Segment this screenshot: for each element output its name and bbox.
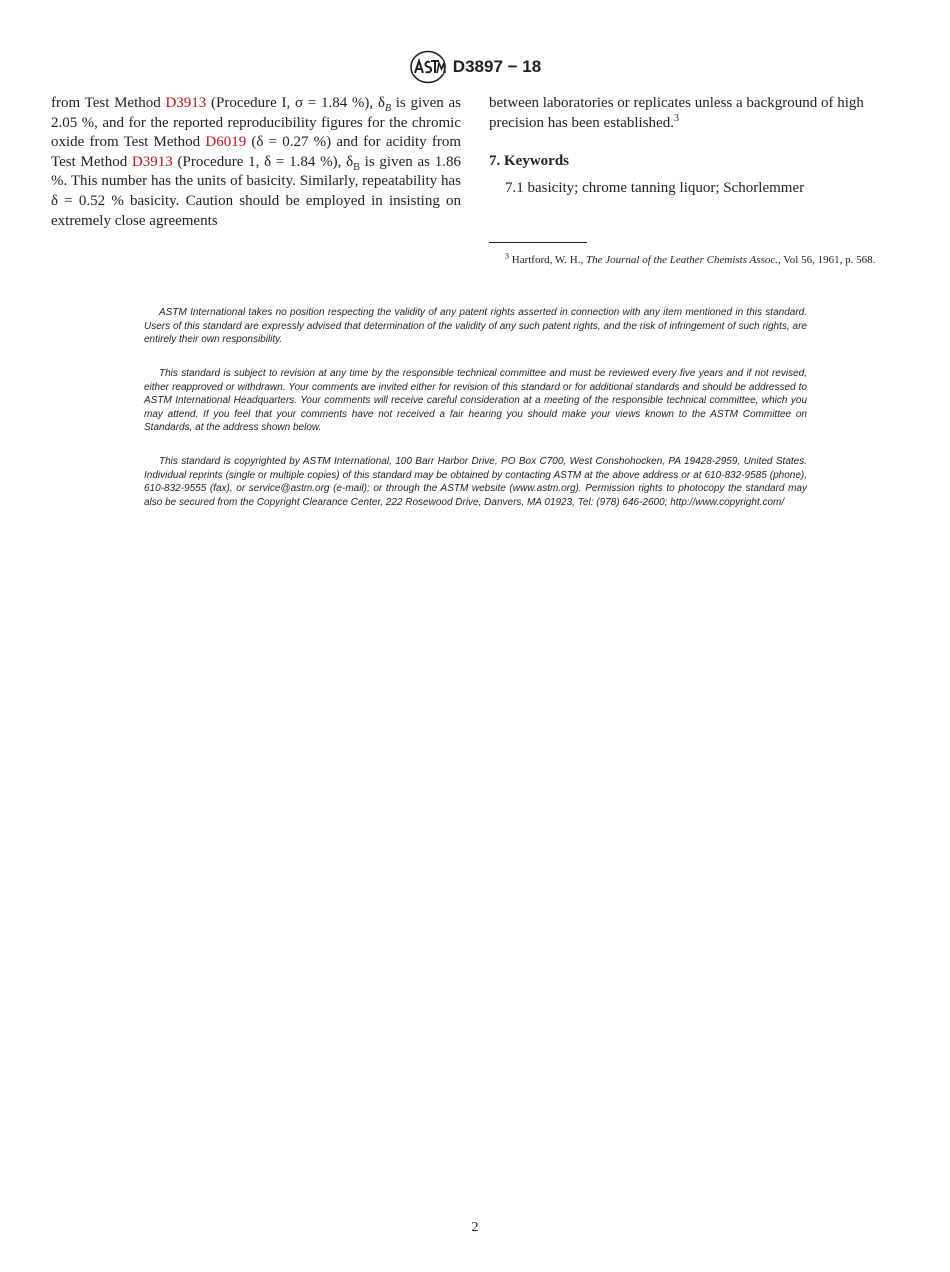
page-header	[0, 50, 950, 84]
precision-paragraph: from Test Method D3913 (Procedure I, σ = 1.84 %), $\delta_B$ is given as 2.05 %, and for the reported reproducibility figures for the chromic oxide from Test Method D6019 (δ = 0.27 %) and for acidity from Test Method D3913 (Procedure 1, δ = 1.84 %), $\delta_B$ is given as 1.86 %. This number has the units of basicity. Similarly, repeatability has δ = 0.52 % basicity. Caution should be employed in insisting on extremely close agreements	[51, 95, 462, 229]
left-column	[51, 94, 461, 231]
page-number: 2	[471, 1220, 479, 1235]
footnote-reference: 3	[673, 112, 679, 124]
link-d3913[interactable]: D3913	[165, 95, 207, 111]
keywords-heading: 7. Keywords	[489, 153, 569, 170]
link-d6019[interactable]: D6019	[205, 134, 247, 151]
footnote-mark: 3	[505, 251, 509, 261]
footnote-divider	[489, 242, 587, 243]
footnote-3: $^3$ Hartford, W. H., The Journal of the Leather Chemists Assoc., Vol 56, 1961, p. 568.	[505, 251, 876, 266]
precision-paragraph-continued: between laboratories or replicates unless a background of high precision has been established.$^3$	[489, 95, 864, 131]
keywords-list: 7.1 basicity; chrome tanning liquor; Schorlemmer	[505, 179, 805, 196]
right-column	[489, 94, 899, 198]
astm-logo-icon	[409, 50, 447, 84]
link-d3913[interactable]: D3913	[131, 153, 173, 170]
standard-designation: D3897 − 18	[452, 57, 542, 76]
revision-notice: This standard is subject to revision at any time by the responsible technical committee and must be reviewed every five years and if not revised, either reapproved or withdrawn. Your comments are invited either for revision of this standard or for additional standards and should be addressed to ASTM International Headquarters. Your comments will receive careful consideration at a meeting of the responsible technical committee, which you may attend. If you feel that your comments have not received a fair hearing you should make your views known to the ASTM Committee on Standards, at the address shown below.	[144, 368, 807, 434]
patent-notice: ASTM International takes no position respecting the validity of any patent rights asserted in connection with any item mentioned in this standard. Users of this standard are expressly advised that determination of the validity of any such patent rights, and the risk of infringement of such rights, are entirely their own responsibility.	[144, 307, 807, 346]
journal-title: The Journal of the Leather Chemists Assoc.	[586, 254, 778, 266]
copyright-notice: This standard is copyrighted by ASTM International, 100 Barr Harbor Drive, PO Box C700, West Conshohocken, PA 19428-2959, United States. Individual reprints (single or multiple copies) of this standard may be obtained by contacting ASTM at the above address or at 610-832-9585 (phone), 610-832-9555 (fax), or service@astm.org (e-mail); or through the ASTM website (www.astm.org). Permission rights to photocopy the standard may also be secured from the Copyright Clearance Center, 222 Rosewood Drive, Danvers, MA 01923, Tel: (978) 646-2600; http://www.copyright.com/	[144, 456, 807, 508]
